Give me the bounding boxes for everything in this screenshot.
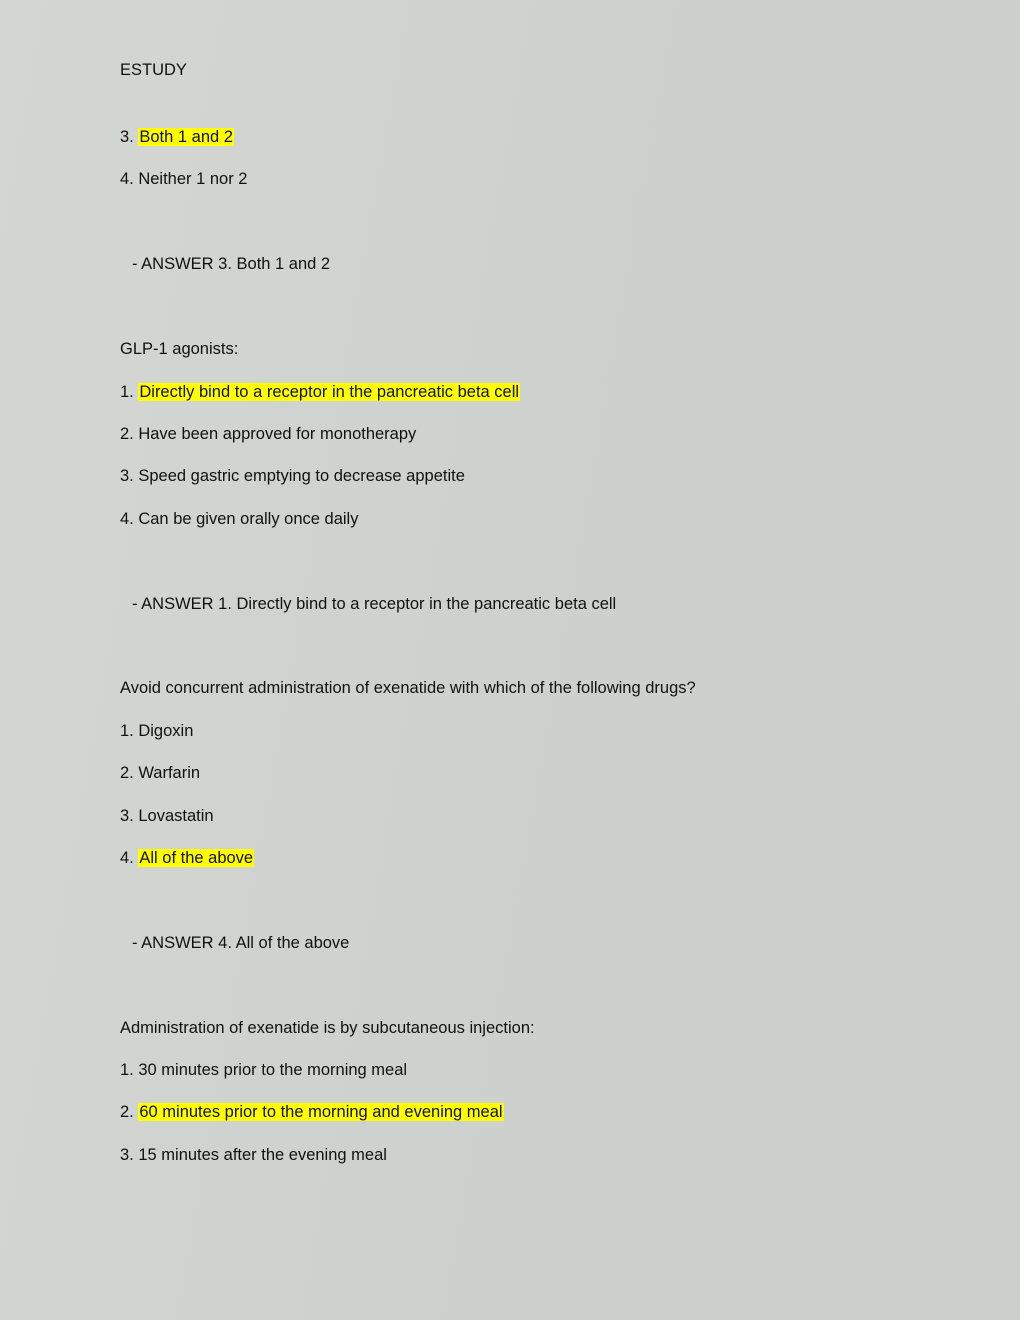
q2-option-1 — [120, 381, 520, 403]
q2-option-3: 3. Speed gastric emptying to decrease appetite — [120, 467, 465, 485]
q4-option-2-number: 2. — [120, 1103, 134, 1121]
q2-option-2: 2. Have been approved for monotherapy — [120, 425, 417, 443]
q4-question: Administration of exenatide is by subcutaneous injection: — [120, 1019, 535, 1037]
q3-answer: - ANSWER 4. All of the above — [132, 934, 350, 952]
q3-question: Avoid concurrent administration of exenatide with which of the following drugs? — [120, 679, 696, 697]
q1-option-3-number: 3. — [120, 128, 134, 146]
q1-answer: - ANSWER 3. Both 1 and 2 — [132, 255, 331, 273]
document-title: ESTUDY — [120, 61, 187, 79]
q4-option-3: 3. 15 minutes after the evening meal — [120, 1146, 387, 1164]
q3-option-4-highlighted-text: All of the above — [139, 849, 254, 867]
q2-option-1-number: 1. — [120, 383, 134, 401]
q4-option-2 — [120, 1101, 504, 1123]
q1-option-3 — [120, 126, 234, 148]
q3-option-4 — [120, 847, 254, 869]
q3-option-4-number: 4. — [120, 849, 134, 867]
q1-option-3-highlighted-text: Both 1 and 2 — [139, 128, 233, 146]
q2-option-1-highlighted-text: Directly bind to a receptor in the pancreatic beta cell — [139, 383, 520, 401]
q3-option-3: 3. Lovastatin — [120, 807, 214, 825]
q4-option-1: 1. 30 minutes prior to the morning meal — [120, 1061, 408, 1079]
q3-option-1: 1. Digoxin — [120, 722, 194, 740]
q1-option-4: 4. Neither 1 nor 2 — [120, 170, 248, 188]
q4-option-2-highlighted-text: 60 minutes prior to the morning and evening meal — [139, 1103, 503, 1121]
q2-question: GLP-1 agonists: — [120, 340, 239, 358]
q3-option-2: 2. Warfarin — [120, 764, 201, 782]
q2-option-4: 4. Can be given orally once daily — [120, 510, 359, 528]
q2-answer: - ANSWER 1. Directly bind to a receptor in the pancreatic beta cell — [132, 595, 617, 613]
